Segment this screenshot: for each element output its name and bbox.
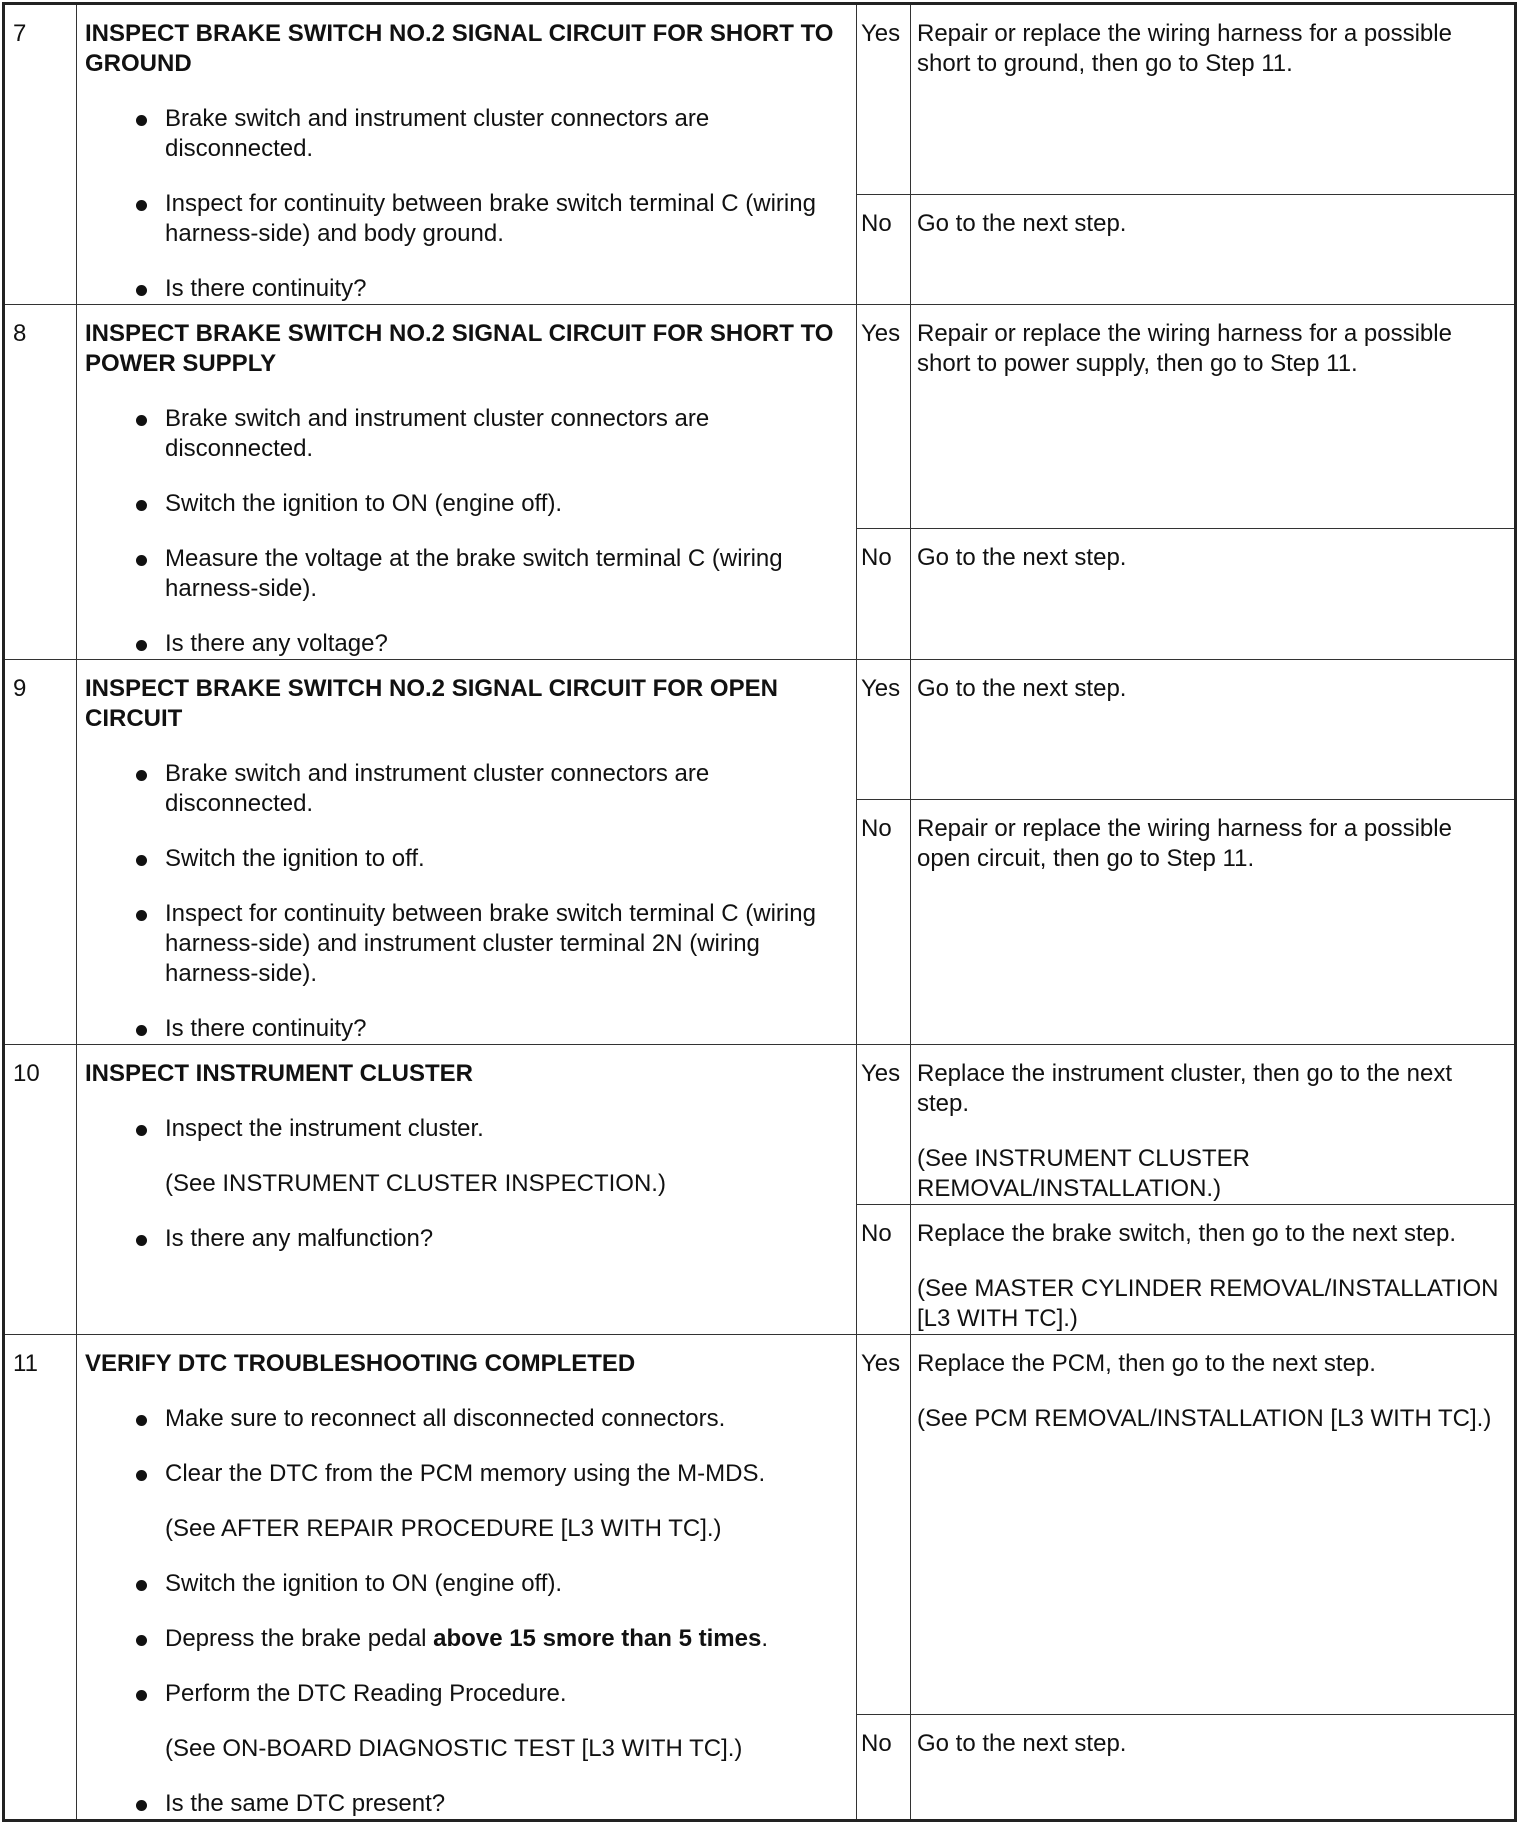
reference-note: (See MASTER CYLINDER REMOVAL/INSTALLATION [L3 WITH TC].) <box>917 1275 1499 1332</box>
step-title: INSPECT BRAKE SWITCH NO.2 SIGNAL CIRCUIT FOR SHORT TO GROUND <box>85 20 834 77</box>
yes-action <box>911 305 1516 529</box>
yes-action <box>911 1335 1516 1715</box>
yes-label: Yes <box>857 305 911 529</box>
checklist-item: Brake switch and instrument cluster connectors are disconnected. <box>85 759 848 819</box>
checklist-item: Is there continuity? <box>85 1014 848 1044</box>
step-title: INSPECT BRAKE SWITCH NO.2 SIGNAL CIRCUIT FOR OPEN CIRCUIT <box>85 675 778 732</box>
reference-note: (See INSTRUMENT CLUSTER REMOVAL/INSTALLATION.) <box>917 1145 1250 1202</box>
no-action <box>911 1714 1516 1820</box>
step-title: VERIFY DTC TROUBLESHOOTING COMPLETED <box>85 1350 636 1377</box>
action-text: Go to the next step. <box>917 1729 1127 1757</box>
step-title: INSPECT INSTRUMENT CLUSTER <box>85 1060 474 1087</box>
step-content <box>77 1335 857 1821</box>
yes-label: Yes <box>857 660 911 800</box>
diagnostic-procedure-table <box>2 2 1517 1822</box>
checklist-item: Inspect for continuity between brake switch terminal C (wiring harness-side) and body ground. <box>85 189 848 249</box>
checklist-item: Is the same DTC present? <box>85 1789 848 1819</box>
action-text: Replace the brake switch, then go to the next step. <box>917 1220 1456 1247</box>
step-number: 8 <box>4 305 77 660</box>
action-text: Go to the next step. <box>917 675 1127 702</box>
checklist-item: Clear the DTC from the PCM memory using the M-MDS. <box>85 1459 848 1489</box>
yes-label: Yes <box>857 1335 911 1715</box>
checklist-item: Is there any voltage? <box>85 629 848 659</box>
step-checklist <box>85 1114 848 1254</box>
yes-action <box>911 660 1516 800</box>
no-action <box>911 194 1516 304</box>
checklist-item: Inspect the instrument cluster. <box>85 1114 848 1144</box>
step-content <box>77 305 857 660</box>
checklist-item: Is there continuity? <box>85 274 848 304</box>
checklist-item: Brake switch and instrument cluster connectors are disconnected. <box>85 404 848 464</box>
step-checklist <box>85 104 848 304</box>
action-text: Repair or replace the wiring harness for a possible short to ground, then go to Step 11. <box>917 20 1452 77</box>
no-label: No <box>857 529 911 660</box>
yes-label: Yes <box>857 1045 911 1205</box>
checklist-item: Brake switch and instrument cluster connectors are disconnected. <box>85 104 848 164</box>
no-label: No <box>857 800 911 1045</box>
emphasis-text: above 15 smore than 5 times <box>433 1625 762 1652</box>
reference-note: (See INSTRUMENT CLUSTER INSPECTION.) <box>165 1170 666 1197</box>
step-checklist <box>85 759 848 1044</box>
step-number: 10 <box>4 1045 77 1335</box>
checklist-item: Inspect for continuity between brake switch terminal C (wiring harness-side) and instrument cluster terminal 2N (wiring harness-side). <box>85 899 848 989</box>
checklist-item <box>85 1624 848 1654</box>
step-row <box>4 660 1516 800</box>
checklist-item: Measure the voltage at the brake switch terminal C (wiring harness-side). <box>85 544 848 604</box>
reference-note: (See ON-BOARD DIAGNOSTIC TEST [L3 WITH TC].) <box>165 1735 743 1762</box>
checklist-item: Switch the ignition to ON (engine off). <box>85 1569 848 1599</box>
no-label: No <box>857 1714 911 1820</box>
step-title: INSPECT BRAKE SWITCH NO.2 SIGNAL CIRCUIT FOR SHORT TO POWER SUPPLY <box>85 320 834 377</box>
checklist-item: Is there any malfunction? <box>85 1224 848 1254</box>
step-checklist <box>85 404 848 659</box>
action-text: Go to the next step. <box>917 209 1127 237</box>
checklist-item: Switch the ignition to off. <box>85 844 848 874</box>
step-content <box>77 1045 857 1335</box>
reference-note: (See PCM REMOVAL/INSTALLATION [L3 WITH TC].) <box>917 1405 1492 1432</box>
action-text: Go to the next step. <box>917 544 1127 572</box>
step-row <box>4 305 1516 529</box>
no-action <box>911 529 1516 660</box>
yes-action <box>911 4 1516 195</box>
no-action <box>911 800 1516 1045</box>
checklist-item: Switch the ignition to ON (engine off). <box>85 489 848 519</box>
step-number: 9 <box>4 660 77 1045</box>
step-checklist <box>85 1404 848 1819</box>
step-content <box>77 4 857 305</box>
yes-action <box>911 1045 1516 1205</box>
action-text: Replace the PCM, then go to the next step. <box>917 1350 1376 1377</box>
no-label: No <box>857 194 911 304</box>
checklist-item: Make sure to reconnect all disconnected connectors. <box>85 1404 848 1434</box>
step-number: 7 <box>4 4 77 305</box>
checklist-item: Perform the DTC Reading Procedure. <box>85 1679 848 1709</box>
item-text-tail: . <box>761 1625 768 1652</box>
step-content <box>77 660 857 1045</box>
no-label: No <box>857 1205 911 1335</box>
action-text: Repair or replace the wiring harness for a possible open circuit, then go to Step 11. <box>917 815 1452 873</box>
step-row <box>4 1335 1516 1715</box>
item-text: Depress the brake pedal <box>165 1625 434 1652</box>
step-row <box>4 4 1516 195</box>
yes-label: Yes <box>857 4 911 195</box>
no-action <box>911 1205 1516 1335</box>
action-text: Replace the instrument cluster, then go to the next step. <box>917 1060 1452 1117</box>
action-text: Repair or replace the wiring harness for a possible short to power supply, then go to Step 11. <box>917 320 1452 377</box>
step-row <box>4 1045 1516 1205</box>
reference-note: (See AFTER REPAIR PROCEDURE [L3 WITH TC].) <box>165 1515 722 1542</box>
step-number: 11 <box>4 1335 77 1821</box>
